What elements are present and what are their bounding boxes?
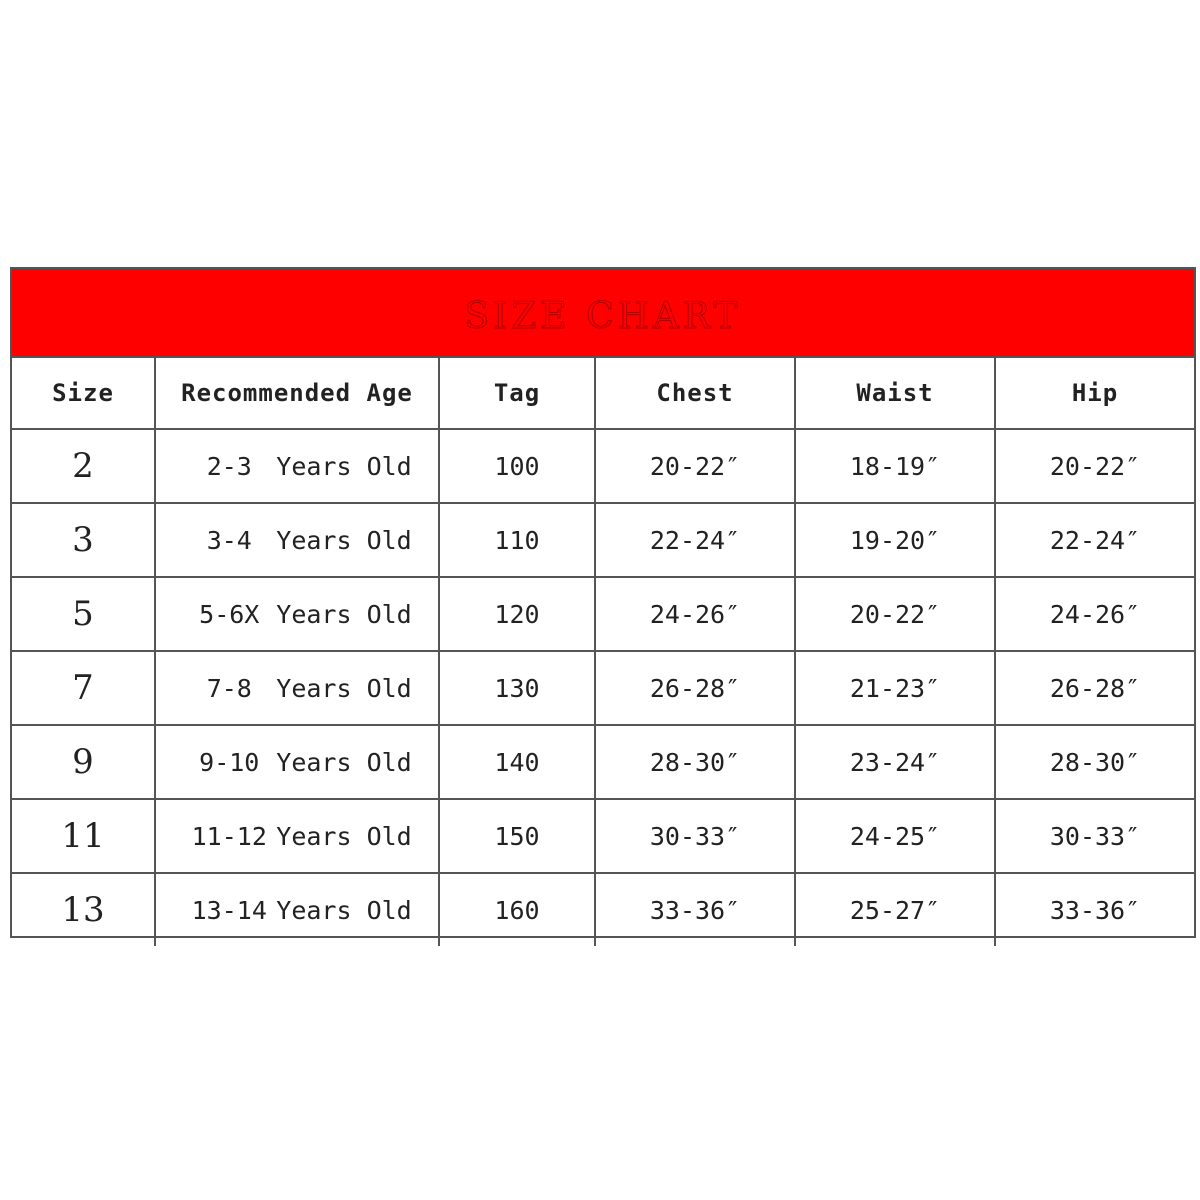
chest-cell: 28-30″ [595, 725, 795, 799]
chest-cell: 22-24″ [595, 503, 795, 577]
age-cell [155, 799, 439, 873]
table-body [12, 429, 1194, 946]
waist-cell: 20-22″ [795, 577, 995, 651]
tag-cell: 120 [439, 577, 595, 651]
chest-cell: 20-22″ [595, 429, 795, 503]
size-cell: 7 [12, 651, 155, 725]
age-range: 7-8 [206, 673, 252, 703]
waist-cell: 24-25″ [795, 799, 995, 873]
header-chest: Chest [595, 358, 795, 429]
size-table [12, 358, 1194, 946]
chest-cell: 26-28″ [595, 651, 795, 725]
table-row [12, 577, 1194, 651]
age-cell [155, 577, 439, 651]
size-cell: 2 [12, 429, 155, 503]
age-suffix: Years Old [276, 525, 412, 555]
hip-cell: 22-24″ [995, 503, 1194, 577]
age-suffix: Years Old [276, 747, 412, 777]
age-range: 11-12 [191, 821, 267, 851]
hip-cell: 26-28″ [995, 651, 1194, 725]
age-cell [155, 503, 439, 577]
tag-cell: 140 [439, 725, 595, 799]
size-cell: 5 [12, 577, 155, 651]
age-cell [155, 873, 439, 946]
age-range: 5-6X [199, 599, 260, 629]
waist-cell: 25-27″ [795, 873, 995, 946]
waist-cell: 19-20″ [795, 503, 995, 577]
header-tag: Tag [439, 358, 595, 429]
age-suffix: Years Old [276, 821, 412, 851]
header-hip: Hip [995, 358, 1194, 429]
age-cell [155, 651, 439, 725]
tag-cell: 150 [439, 799, 595, 873]
chest-cell: 24-26″ [595, 577, 795, 651]
size-cell: 13 [12, 873, 155, 946]
header-waist: Waist [795, 358, 995, 429]
table-row [12, 873, 1194, 946]
size-cell: 11 [12, 799, 155, 873]
table-row [12, 799, 1194, 873]
hip-cell: 33-36″ [995, 873, 1194, 946]
table-row [12, 429, 1194, 503]
table-row [12, 503, 1194, 577]
chart-title: SIZE CHART [464, 296, 742, 337]
waist-cell: 21-23″ [795, 651, 995, 725]
size-cell: 9 [12, 725, 155, 799]
age-suffix: Years Old [276, 673, 412, 703]
header-recommended-age: Recommended Age [155, 358, 439, 429]
header-row [12, 358, 1194, 429]
size-chart [10, 267, 1196, 938]
age-cell [155, 725, 439, 799]
age-suffix: Years Old [276, 895, 412, 925]
waist-cell: 23-24″ [795, 725, 995, 799]
tag-cell: 130 [439, 651, 595, 725]
age-range: 9-10 [199, 747, 260, 777]
chest-cell: 33-36″ [595, 873, 795, 946]
table-row [12, 725, 1194, 799]
tag-cell: 110 [439, 503, 595, 577]
hip-cell: 24-26″ [995, 577, 1194, 651]
age-range: 3-4 [206, 525, 252, 555]
age-suffix: Years Old [276, 599, 412, 629]
age-suffix: Years Old [276, 451, 412, 481]
tag-cell: 100 [439, 429, 595, 503]
tag-cell: 160 [439, 873, 595, 946]
header-size: Size [12, 358, 155, 429]
age-range: 2-3 [206, 451, 252, 481]
chest-cell: 30-33″ [595, 799, 795, 873]
hip-cell: 20-22″ [995, 429, 1194, 503]
table-row [12, 651, 1194, 725]
hip-cell: 30-33″ [995, 799, 1194, 873]
age-cell [155, 429, 439, 503]
size-cell: 3 [12, 503, 155, 577]
waist-cell: 18-19″ [795, 429, 995, 503]
age-range: 13-14 [191, 895, 267, 925]
hip-cell: 28-30″ [995, 725, 1194, 799]
title-bar [12, 269, 1194, 358]
